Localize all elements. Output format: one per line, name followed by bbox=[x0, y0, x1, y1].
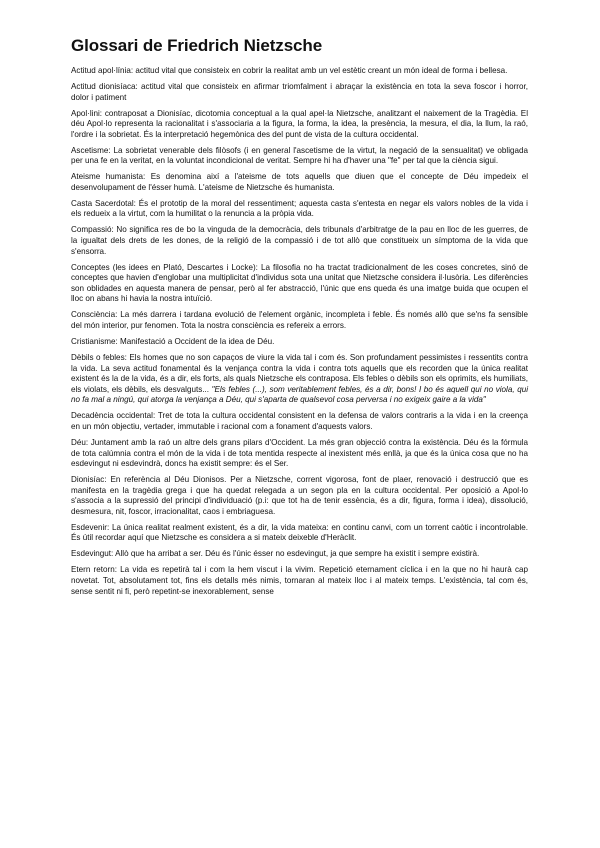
entry-definition: Els homes que no son capaços de viure la vida tal i com és. Son profundament pessimistes i ressentits contra la vida. La seva actitud fonamental és la venjança contra la vida i contra tots aquells que els recorden que la única realitat existent és la de la vida, és a dir, els forts, als quals Nietzsche els contraposa. Els febles o dèbils son els oprimits, els humiliats, els violats, els dèbils, els desvalguts... bbox=[71, 352, 528, 394]
entry-definition: En referència al Déu Dionisos. Per a Nietzsche, corrent vigorosa, font de plaer, renovació i destrucció que es manifesta en la tragèdia grega i que ha quedat relegada a un segon pla en la cultura occidental. Per oposició a Apol·lo s'associa a la supressió del principi d'individuació (p.i: que tot ha de tenir essència, és a dir, figura, forma i idea), dissolució, desmesura, nit, foscor, irracionalitat, caos i embriaguesa. bbox=[71, 475, 528, 516]
entry-term: Etern retorn: bbox=[71, 565, 117, 575]
entry-term: Cristianisme: bbox=[71, 336, 118, 346]
entry-term: Ateisme humanista: bbox=[71, 172, 146, 182]
entry-definition: No significa res de bo la vinguda de la democràcia, dels tribunals d'arbitratge de la pau en lloc de les guerres, de la igualtat dels drets de les dones, de la religió de la compassió i de tot allò que constitueix un símptoma de la vida que s'ensorra. bbox=[71, 225, 528, 256]
entry-term: Consciència: bbox=[71, 310, 118, 320]
entry-definition: Manifestació a Occident de la idea de Déu. bbox=[117, 336, 275, 346]
glossary-entry bbox=[71, 475, 528, 517]
entry-definition: La filosofia no ha tractat tradicionalment de les coses concretes, sinó de conceptes que havien d'englobar una multiplicitat d'individus sota una unitat que Nietzsche considera il·lusòria. Les diferències son oblidades en aquesta manera de pensar, però al fer abstracció, l'únic que ens queda és una imatge buida que ocupen el lloc on abans hi havia la nostra intuïció. bbox=[71, 262, 528, 304]
glossary-entry bbox=[71, 172, 528, 193]
entry-term: Dionisíac: bbox=[71, 475, 107, 485]
entry-definition: contraposat a Dionisíac, dicotomia conceptual a la qual apel·la Nietzsche, analitzant el naixement de la Tragèdia. El déu Apol·lo representa la racionalitat i s'associaria a la figura, la forma, la idea, la presència, la mesura, el dia, la llum, la raó, l'ordre i la sobrietat. És la interpretació hegemònica des del punt de vista de la cultura occidental. bbox=[71, 108, 528, 139]
glossary-entry bbox=[71, 146, 528, 167]
entry-definition: La única realitat realment existent, és a dir, la vida mateixa: en continu canvi, com un torrent caòtic i incontrolable. És útil recordar aquí que Nietzsche es considera a si mateix deixeble d'Heràclit. bbox=[71, 522, 528, 543]
entry-definition: Es denomina així a l'ateisme de tots aquells que diuen que el concepte de Déu impedeix el desenvolupament de l'ésser humà. L'ateisme de Nietzsche és humanista. bbox=[71, 172, 529, 192]
glossary-entry bbox=[71, 310, 528, 331]
entry-definition: La més darrera i tardana evolució de l'element orgànic, incompleta i feble. És només allò que se'ns fa sensible del món interior, pur fenomen. Tota la nostra consciència es refereix a errors. bbox=[71, 310, 528, 330]
glossary-entry bbox=[71, 411, 528, 432]
entry-term: Compassió: bbox=[71, 225, 114, 235]
entry-definition: Tret de tota la cultura occidental consistent en la defensa de valors contraris a la vida i en la creença en un món objectiu, vertader, immutable i racional com a fonament d'aquests valors. bbox=[71, 411, 528, 431]
glossary-entry bbox=[71, 549, 528, 560]
entry-term: Apol·lini: bbox=[71, 108, 103, 118]
entry-term: Déu: bbox=[71, 437, 89, 447]
entry-term: Ascetisme: bbox=[71, 145, 111, 155]
entry-quote: "Els febles (...), som veritablement febles, és a dir, bons! I bo és aquell qui no viola, qui no fa mal a ningú, qui atorga la venjança a Déu, qui s'aparta de qualsevol cosa perversa i no exigeix gaire a la vida" bbox=[71, 384, 528, 405]
page-title: Glossari de Friedrich Nietzsche bbox=[71, 36, 323, 55]
entry-definition: Juntament amb la raó un altre dels grans pilars d'Occident. La més gran objecció contra la existència. Déu és la fórmula de tota calúmnia contra el món de la vida i de tota mentida respecte al inexistent més enllà, ja que és la única cosa que no ha esdevingut ni esdevindrà, doncs ha existit sempre: és el Ser. bbox=[71, 437, 528, 469]
entry-term: Conceptes (les idees en Plató, Descartes i Locke): bbox=[71, 262, 258, 272]
entry-term: Esdevingut: bbox=[71, 549, 114, 559]
entry-definition: És el prototip de la moral del ressentiment; aquesta casta s'entesta en negar els valors nobles de la vida i els redueix a la virtut, com la humilitat o la renuncia a la pròpia vida. bbox=[71, 198, 528, 219]
entry-definition: La vida es repetirà tal i com la hem viscut i la vivim. Repetició eternament cíclica i en la que no hi haurà cap novetat. Tot, absolutament tot, fins els detalls més nimis, tornaran al mateix lloc i al mateix temps. L'existència, tal com és, sense sentit ni fi, però repetint-se inexorablement, sense bbox=[71, 565, 528, 596]
glossary-entry bbox=[71, 353, 528, 406]
glossary-entry bbox=[71, 523, 528, 544]
glossary-entry bbox=[71, 438, 528, 470]
glossary-entry bbox=[71, 565, 528, 597]
entry-term: Actitud apol·línia: bbox=[71, 66, 134, 75]
entry-definition: La sobrietat venerable dels filòsofs (i en general l'ascetisme de la virtut, la negació de la sensualitat) ve obligada per una fe en la veritat, en la voluntat incondicional de veritat. Sempre hi ha d'haver una "fe" per tal que la ciència sigui. bbox=[71, 145, 528, 166]
entry-definition: actitud vital que consisteix en afirmar triomfalment i abraçar la existència en tota la seva foscor i horror, dolor i patiment bbox=[71, 81, 528, 102]
document-page bbox=[71, 36, 528, 603]
glossary-entry bbox=[71, 337, 528, 348]
glossary-entry bbox=[71, 82, 528, 103]
entry-term: Casta Sacerdotal: bbox=[71, 198, 136, 208]
entry-term: Actitud dionisíaca: bbox=[71, 81, 138, 91]
glossary-entry bbox=[71, 109, 528, 141]
glossary-entry bbox=[71, 66, 528, 77]
entry-definition: Allò que ha arribat a ser. Déu és l'únic ésser no esdevingut, ja que sempre ha existit i sempre existirà. bbox=[113, 549, 480, 559]
entry-definition: actitud vital que consisteix en cobrir la realitat amb un vel estètic creant un món ideal de forma i bellesa. bbox=[133, 66, 508, 75]
entry-term: Esdevenir: bbox=[71, 522, 110, 532]
entry-term: Decadència occidental: bbox=[71, 411, 156, 421]
entry-term: Dèbils o febles: bbox=[71, 352, 127, 362]
glossary-entry bbox=[71, 199, 528, 220]
glossary-entry bbox=[71, 225, 528, 257]
glossary-entry bbox=[71, 263, 528, 305]
